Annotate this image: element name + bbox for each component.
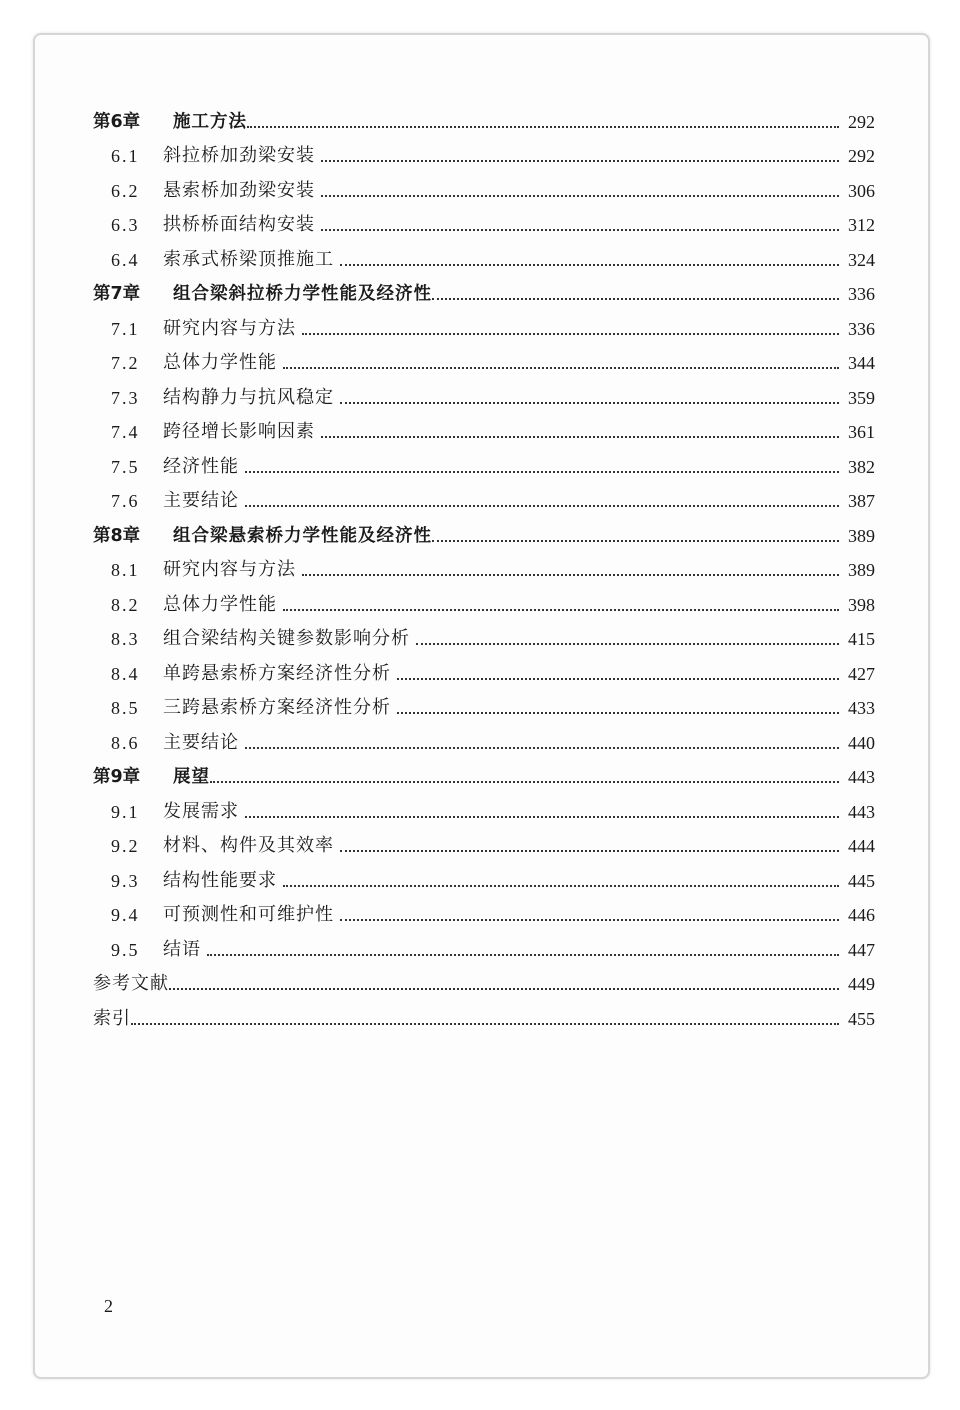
toc-entry-number: 8.4	[111, 663, 140, 684]
dot-leader	[247, 126, 839, 128]
toc-entry-title: 研究内容与方法	[163, 317, 296, 339]
toc-entry-title: 展望	[173, 767, 210, 787]
toc-entry-number: 7.6	[111, 491, 140, 511]
toc-entry-title: 跨径增长影响因素	[163, 421, 315, 442]
toc-entry-page: 443	[848, 767, 875, 787]
dot-leader	[283, 367, 839, 369]
toc-entry-title: 拱桥桥面结构安装	[163, 214, 315, 235]
dot-leader	[283, 609, 839, 611]
toc-backmatter-entry	[93, 961, 875, 996]
toc-entry-title: 总体力学性能	[163, 352, 277, 373]
toc-entry-title: 材料、构件及其效率	[163, 835, 334, 856]
dot-leader	[397, 712, 839, 714]
toc-entry-page: 447	[848, 939, 875, 960]
toc-chapter-entry	[93, 271, 875, 306]
toc-entry-page: 398	[848, 594, 875, 615]
toc-entry-number: 第8章	[93, 525, 141, 546]
toc-entry-number: 6.3	[111, 215, 140, 235]
table-of-contents	[93, 98, 875, 1030]
toc-entry-title: 索引	[93, 1007, 131, 1029]
toc-entry-title: 索承式桥梁顶推施工	[163, 248, 334, 270]
toc-entry-page: 359	[848, 387, 875, 408]
toc-entry-title: 组合梁斜拉桥力学性能及经济性	[173, 284, 432, 304]
toc-entry-number: 8.6	[111, 732, 140, 753]
toc-entry-title: 斜拉桥加劲梁安装	[163, 145, 315, 166]
toc-section-entry	[93, 892, 875, 927]
toc-entry-number: 7.3	[111, 387, 140, 408]
toc-entry-page: 387	[848, 491, 875, 511]
toc-entry-page: 361	[848, 422, 875, 442]
toc-entry-number: 6.2	[111, 180, 140, 201]
toc-entry-title: 结构性能要求	[163, 869, 277, 891]
toc-entry-page: 389	[848, 560, 875, 580]
toc-section-entry	[93, 857, 875, 892]
toc-entry-number: 9.2	[111, 836, 140, 856]
toc-chapter-entry	[93, 754, 875, 789]
toc-entry-title: 参考文献	[93, 973, 169, 994]
toc-section-entry	[93, 374, 875, 409]
toc-section-entry	[93, 133, 875, 168]
toc-entry-title: 悬索桥加劲梁安装	[163, 179, 315, 201]
toc-section-entry	[93, 340, 875, 375]
dot-leader	[207, 954, 839, 956]
toc-section-entry	[93, 926, 875, 961]
toc-entry-page: 306	[848, 180, 875, 201]
toc-entry-title: 主要结论	[163, 731, 239, 753]
toc-section-entry	[93, 719, 875, 754]
dot-leader	[321, 195, 839, 197]
toc-section-entry	[93, 305, 875, 340]
dot-leader	[283, 885, 839, 887]
toc-section-entry	[93, 443, 875, 478]
toc-backmatter-entry	[93, 995, 875, 1030]
toc-section-entry	[93, 788, 875, 823]
toc-entry-number: 7.1	[111, 318, 140, 339]
toc-entry-title: 发展需求	[163, 800, 239, 822]
toc-section-entry	[93, 650, 875, 685]
dot-leader	[340, 919, 839, 921]
toc-entry-number: 7.5	[111, 456, 140, 477]
toc-entry-title: 经济性能	[163, 455, 239, 477]
toc-section-entry	[93, 685, 875, 720]
toc-entry-number: 9.3	[111, 870, 140, 891]
toc-entry-page: 445	[848, 870, 875, 891]
toc-section-entry	[93, 478, 875, 513]
toc-entry-page: 444	[848, 836, 875, 856]
toc-entry-number: 第9章	[93, 767, 141, 787]
toc-entry-page: 427	[848, 663, 875, 684]
toc-entry-number: 9.5	[111, 939, 140, 960]
dot-leader	[432, 540, 839, 542]
toc-chapter-entry	[93, 98, 875, 133]
dot-leader	[340, 850, 839, 852]
toc-section-entry	[93, 823, 875, 858]
toc-section-entry	[93, 167, 875, 202]
dot-leader	[245, 505, 839, 507]
toc-entry-number: 8.5	[111, 698, 140, 718]
toc-entry-title: 三跨悬索桥方案经济性分析	[163, 697, 391, 718]
toc-section-entry	[93, 616, 875, 651]
toc-entry-number: 8.2	[111, 594, 140, 615]
toc-entry-number: 9.1	[111, 801, 140, 822]
dot-leader	[321, 160, 839, 162]
toc-section-entry	[93, 409, 875, 444]
dot-leader	[131, 1023, 839, 1025]
toc-entry-number: 8.3	[111, 629, 140, 649]
dot-leader	[432, 298, 839, 300]
toc-entry-number: 第7章	[93, 284, 141, 304]
dot-leader	[321, 436, 839, 438]
toc-section-entry	[93, 236, 875, 271]
toc-chapter-entry	[93, 512, 875, 547]
toc-entry-number: 第6章	[93, 111, 141, 132]
toc-entry-title: 组合梁悬索桥力学性能及经济性	[173, 525, 432, 546]
dot-leader	[302, 333, 839, 335]
dot-leader	[245, 747, 839, 749]
toc-entry-number: 7.4	[111, 422, 140, 442]
dot-leader	[169, 988, 839, 990]
toc-entry-title: 总体力学性能	[163, 593, 277, 615]
dot-leader	[245, 816, 839, 818]
toc-entry-page: 446	[848, 905, 875, 925]
toc-entry-page: 336	[848, 284, 875, 304]
dot-leader	[340, 264, 839, 266]
dot-leader	[416, 643, 839, 645]
toc-entry-page: 336	[848, 318, 875, 339]
dot-leader	[210, 781, 839, 783]
toc-entry-number: 9.4	[111, 905, 140, 925]
dot-leader	[245, 471, 839, 473]
toc-entry-page: 433	[848, 698, 875, 718]
toc-entry-number: 7.2	[111, 353, 140, 373]
toc-entry-page: 415	[848, 629, 875, 649]
toc-entry-page: 382	[848, 456, 875, 477]
toc-entry-title: 组合梁结构关键参数影响分析	[163, 628, 410, 649]
toc-section-entry	[93, 202, 875, 237]
toc-entry-title: 可预测性和可维护性	[163, 904, 334, 925]
toc-entry-page: 292	[848, 111, 875, 132]
toc-entry-page: 449	[848, 974, 875, 994]
toc-entry-page: 440	[848, 732, 875, 753]
toc-section-entry	[93, 547, 875, 582]
toc-entry-title: 主要结论	[163, 490, 239, 511]
toc-entry-number: 6.4	[111, 249, 140, 270]
toc-entry-page: 312	[848, 215, 875, 235]
dot-leader	[397, 678, 839, 680]
dot-leader	[302, 574, 839, 576]
dot-leader	[340, 402, 839, 404]
dot-leader	[321, 229, 839, 231]
toc-entry-page: 443	[848, 801, 875, 822]
toc-entry-title: 结语	[163, 938, 201, 960]
toc-entry-title: 施工方法	[173, 111, 247, 132]
toc-entry-page: 292	[848, 146, 875, 166]
toc-entry-page: 389	[848, 525, 875, 546]
toc-entry-title: 研究内容与方法	[163, 559, 296, 580]
toc-entry-page: 455	[848, 1008, 875, 1029]
toc-entry-title: 单跨悬索桥方案经济性分析	[163, 662, 391, 684]
toc-entry-title: 结构静力与抗风稳定	[163, 386, 334, 408]
toc-section-entry	[93, 581, 875, 616]
toc-entry-page: 324	[848, 249, 875, 270]
toc-entry-page: 344	[848, 353, 875, 373]
toc-entry-number: 8.1	[111, 560, 140, 580]
toc-entry-number: 6.1	[111, 146, 140, 166]
page-number: 2	[104, 1296, 113, 1316]
